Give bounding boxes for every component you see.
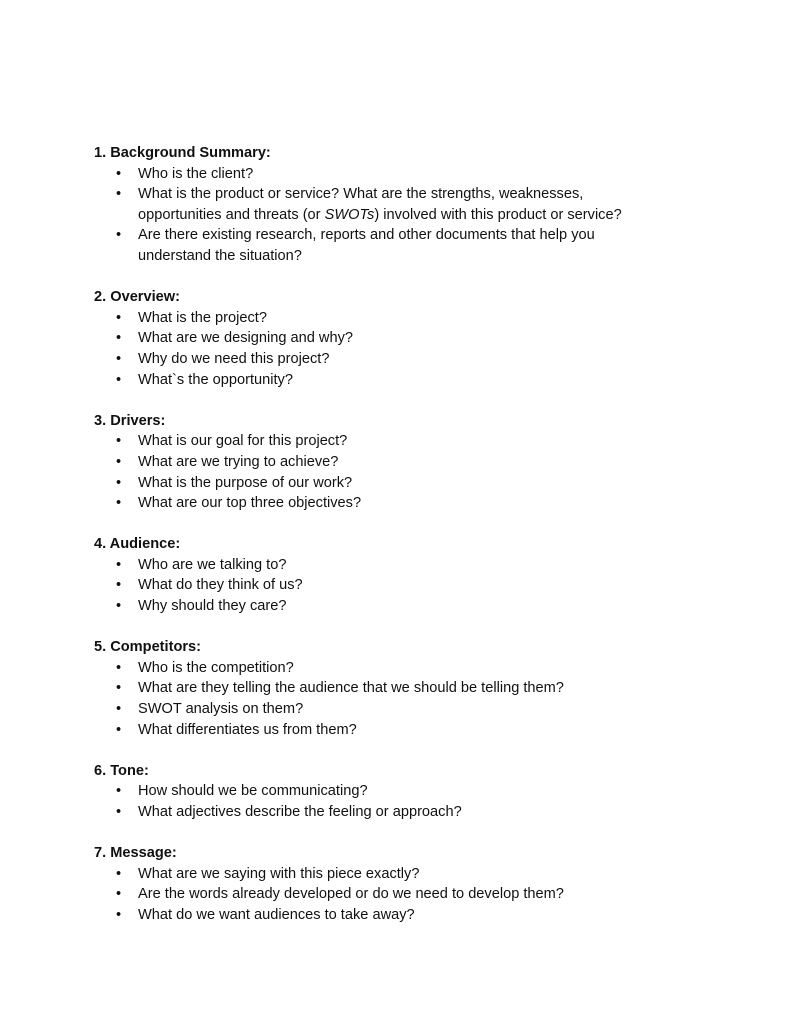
list-item-line bbox=[138, 678, 734, 699]
bullet-list bbox=[94, 308, 734, 390]
list-item-line bbox=[138, 164, 734, 185]
bullet-icon: • bbox=[116, 680, 122, 697]
bullet-icon: • bbox=[116, 495, 122, 512]
list-item-line bbox=[138, 905, 734, 926]
emphasis-text: SWOTs bbox=[324, 206, 375, 223]
list-item-text: What is our goal for this project? bbox=[138, 433, 348, 450]
list-item-line bbox=[138, 781, 734, 802]
bullet-icon: • bbox=[116, 721, 122, 738]
bullet-icon: • bbox=[116, 330, 122, 347]
section bbox=[94, 287, 734, 390]
list-item bbox=[94, 658, 734, 679]
bullet-list bbox=[94, 864, 734, 926]
list-item bbox=[94, 596, 734, 617]
list-item-text: Why do we need this project? bbox=[138, 350, 330, 367]
bullet-icon: • bbox=[116, 474, 122, 491]
bullet-icon: • bbox=[116, 433, 122, 450]
bullet-icon: • bbox=[116, 186, 122, 203]
list-item-text: Who are we talking to? bbox=[138, 556, 287, 573]
section bbox=[94, 534, 734, 616]
list-item bbox=[94, 328, 734, 349]
bullet-icon: • bbox=[116, 701, 122, 718]
list-item bbox=[94, 678, 734, 699]
list-item-line bbox=[138, 555, 734, 576]
list-item-line bbox=[138, 370, 734, 391]
bullet-icon: • bbox=[116, 165, 122, 182]
list-item-line bbox=[138, 246, 734, 267]
list-item bbox=[94, 905, 734, 926]
list-item bbox=[94, 349, 734, 370]
bullet-list bbox=[94, 431, 734, 513]
list-item-text: What do they think of us? bbox=[138, 577, 303, 594]
list-item-line bbox=[138, 864, 734, 885]
list-item-text: What are they telling the audience that we should be telling them? bbox=[138, 680, 564, 697]
list-item bbox=[94, 864, 734, 885]
bullet-icon: • bbox=[116, 865, 122, 882]
list-item-text: What is the purpose of our work? bbox=[138, 474, 353, 491]
list-item-text: What are our top three objectives? bbox=[138, 495, 362, 512]
list-item bbox=[94, 699, 734, 720]
list-item bbox=[94, 452, 734, 473]
list-item-text: Are the words already developed or do we need to develop them? bbox=[138, 886, 564, 903]
bullet-list bbox=[94, 164, 734, 267]
list-item bbox=[94, 308, 734, 329]
bullet-icon: • bbox=[116, 350, 122, 367]
list-item bbox=[94, 164, 734, 185]
list-item-line bbox=[138, 431, 734, 452]
list-item-line bbox=[138, 699, 734, 720]
list-item-text: Why should they care? bbox=[138, 598, 287, 615]
bullet-icon: • bbox=[116, 371, 122, 388]
section-heading: 2. Overview: bbox=[94, 289, 180, 306]
list-item bbox=[94, 225, 734, 266]
section bbox=[94, 637, 734, 740]
section-heading: 3. Drivers: bbox=[94, 412, 166, 429]
list-item bbox=[94, 493, 734, 514]
list-item-line bbox=[138, 575, 734, 596]
bullet-icon: • bbox=[116, 309, 122, 326]
bullet-icon: • bbox=[116, 906, 122, 923]
list-item-text: opportunities and threats (or bbox=[138, 206, 325, 223]
list-item-text: understand the situation? bbox=[138, 247, 302, 264]
section bbox=[94, 143, 734, 267]
list-item-line bbox=[138, 802, 734, 823]
list-item-text: Who is the client? bbox=[138, 165, 254, 182]
list-item bbox=[94, 184, 734, 225]
list-item bbox=[94, 431, 734, 452]
list-item-text: What`s the opportunity? bbox=[138, 371, 293, 388]
list-item-text: What are we saying with this piece exactly? bbox=[138, 865, 420, 882]
bullet-icon: • bbox=[116, 227, 122, 244]
list-item-text: Are there existing research, reports and other documents that help you bbox=[138, 227, 595, 244]
section-heading: 6. Tone: bbox=[94, 762, 149, 779]
list-item-line bbox=[138, 349, 734, 370]
list-item-text: Who is the competition? bbox=[138, 659, 294, 676]
list-item bbox=[94, 555, 734, 576]
list-item bbox=[94, 720, 734, 741]
list-item bbox=[94, 781, 734, 802]
section-heading: 5. Competitors: bbox=[94, 639, 202, 656]
section-heading: 1. Background Summary: bbox=[94, 145, 271, 161]
bullet-icon: • bbox=[116, 886, 122, 903]
bullet-icon: • bbox=[116, 659, 122, 676]
list-item-line bbox=[138, 452, 734, 473]
bullet-list bbox=[94, 555, 734, 617]
list-item-text: What differentiates us from them? bbox=[138, 721, 357, 738]
list-item-line bbox=[138, 493, 734, 514]
bullet-list bbox=[94, 658, 734, 740]
section-heading: 4. Audience: bbox=[94, 536, 181, 553]
bullet-icon: • bbox=[116, 453, 122, 470]
section bbox=[94, 761, 734, 823]
list-item bbox=[94, 575, 734, 596]
list-item-line bbox=[138, 225, 734, 246]
section bbox=[94, 411, 734, 514]
bullet-icon: • bbox=[116, 783, 122, 800]
list-item bbox=[94, 802, 734, 823]
list-item-line bbox=[138, 205, 734, 226]
bullet-icon: • bbox=[116, 598, 122, 615]
list-item-text: What do we want audiences to take away? bbox=[138, 906, 415, 923]
list-item-line bbox=[138, 473, 734, 494]
list-item bbox=[94, 370, 734, 391]
list-item bbox=[94, 884, 734, 905]
list-item-line bbox=[138, 184, 734, 205]
list-item-text: ) involved with this product or service? bbox=[374, 206, 622, 223]
list-item-text: What is the project? bbox=[138, 309, 267, 326]
list-item bbox=[94, 473, 734, 494]
list-item-line bbox=[138, 308, 734, 329]
list-item-line bbox=[138, 720, 734, 741]
list-item-line bbox=[138, 596, 734, 617]
section-heading: 7. Message: bbox=[94, 845, 177, 862]
list-item-text: What are we trying to achieve? bbox=[138, 453, 339, 470]
list-item-text: What is the product or service? What are the strengths, weaknesses, bbox=[138, 186, 584, 203]
list-item-text: What adjectives describe the feeling or approach? bbox=[138, 804, 462, 820]
list-item-line bbox=[138, 658, 734, 679]
list-item-text: SWOT analysis on them? bbox=[138, 701, 304, 718]
list-item-text: What are we designing and why? bbox=[138, 330, 353, 347]
bullet-list bbox=[94, 781, 734, 822]
list-item-line bbox=[138, 884, 734, 905]
list-item-line bbox=[138, 328, 734, 349]
section bbox=[94, 843, 734, 925]
bullet-icon: • bbox=[116, 577, 122, 594]
list-item-text: How should we be communicating? bbox=[138, 783, 368, 800]
bullet-icon: • bbox=[116, 804, 122, 820]
bullet-icon: • bbox=[116, 556, 122, 573]
brief-outline bbox=[94, 143, 734, 946]
